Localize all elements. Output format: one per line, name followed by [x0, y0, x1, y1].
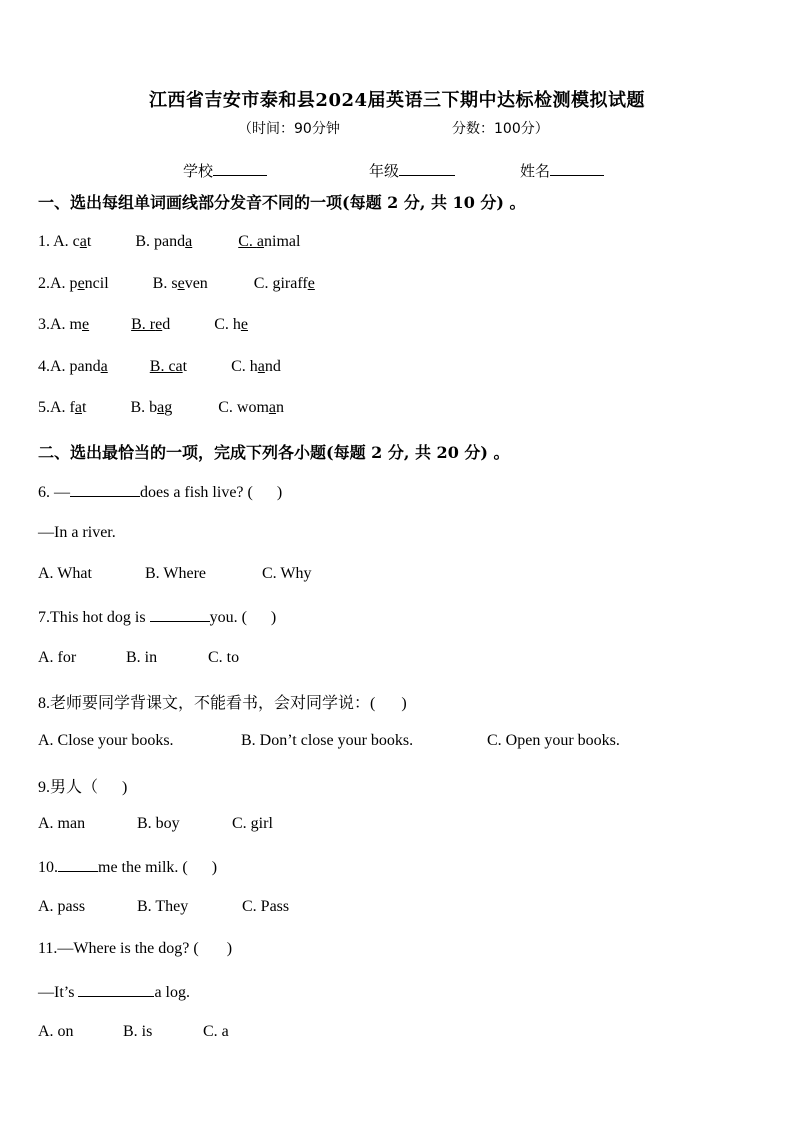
q7-option-b: B. in: [126, 649, 158, 666]
q2-option-c: C. giraffe: [253, 275, 315, 292]
q10-option-a: A. pass: [38, 898, 86, 915]
q11-option-b: B. is: [123, 1023, 153, 1040]
q3-option-a: A. me: [50, 316, 90, 333]
q8-option-a: A. Close your books.: [38, 732, 174, 749]
q8-option-b: B. Don’t close your books.: [241, 732, 414, 749]
q3-number: 3.: [38, 316, 50, 333]
question-7: 7.This hot dog is you. ( ): [38, 609, 277, 626]
q6-option-a: A. What: [38, 565, 92, 582]
q4-option-c: C. hand: [231, 358, 281, 375]
q9-option-b: B. boy: [137, 815, 180, 832]
q6-options: [38, 565, 311, 583]
q9-option-c: C. girl: [232, 815, 273, 832]
q11-option-a: A. on: [38, 1023, 74, 1040]
q4-number: 4.: [38, 358, 50, 375]
q5-option-c: C. woman: [218, 399, 285, 416]
q6-option-c: C. Why: [262, 565, 312, 582]
q7-option-a: A. for: [38, 649, 77, 666]
school-blank: [213, 161, 267, 176]
q10-options: [38, 898, 289, 916]
grade-blank: [399, 161, 455, 176]
question-3: [38, 316, 248, 334]
time-info: （时间：90分钟: [238, 121, 340, 137]
q1-option-c: C.: [238, 233, 257, 250]
q4-option-b: B. cat: [149, 358, 188, 375]
q2-number: 2.: [38, 275, 50, 292]
q1-option-c-word: animal: [256, 233, 301, 250]
q6-answer: —In a river.: [38, 524, 116, 541]
question-4: [38, 358, 281, 376]
q7-options: [38, 649, 239, 667]
section1-heading: 一、选出每组单词画线部分发音不同的一项(每题 2 分, 共 10 分) 。: [38, 193, 526, 212]
question-11: 11.—Where is the dog? ( ): [38, 940, 233, 957]
q11-option-c: C. a: [203, 1023, 229, 1040]
question-6: 6. — does a fish live? ( ): [38, 484, 283, 501]
q5-option-b: B. bag: [130, 399, 173, 416]
q10-option-b: B. They: [137, 898, 189, 915]
q10-blank: [58, 857, 98, 872]
q3-option-c: C. he: [214, 316, 248, 333]
question-10: 10. me the milk. ( ): [38, 859, 218, 876]
grade-field: [369, 160, 455, 181]
score-info: 分数：100分）: [452, 121, 549, 137]
q9-option-a: A. man: [38, 815, 86, 832]
q11-options: [38, 1023, 229, 1041]
question-2: [38, 275, 315, 293]
q3-option-b: B. red: [131, 316, 171, 333]
question-5: [38, 399, 284, 417]
name-field: [520, 160, 604, 181]
q1-number: 1.: [38, 233, 54, 250]
grade-label: 年级: [369, 162, 400, 180]
q8-options: [38, 732, 620, 750]
q6-option-b: B. Where: [145, 565, 207, 582]
q1-option-a: A. cat: [53, 233, 92, 250]
question-1: [38, 233, 300, 251]
q6-blank: [70, 482, 140, 497]
name-label: 姓名: [520, 162, 551, 180]
q11-blank: [78, 982, 154, 997]
q4-option-a: A. panda: [50, 358, 108, 375]
q7-blank: [150, 607, 210, 622]
question-8: 8.老师要同学背课文，不能看书，会对同学说：( ): [38, 695, 407, 712]
q11-answer: —It’s a log.: [38, 984, 190, 1001]
page-title: 江西省吉安市泰和县2024届英语三下期中达标检测模拟试题: [148, 90, 646, 111]
question-9: 9.男人（ ): [38, 779, 128, 796]
q5-option-a: A. fat: [50, 399, 87, 416]
q2-option-b: B. seven: [152, 275, 208, 292]
q7-option-c: C. to: [208, 649, 240, 666]
q10-option-c: C. Pass: [242, 898, 290, 915]
name-blank: [550, 161, 604, 176]
q8-option-c: C. Open your books.: [487, 732, 620, 749]
section2-heading: 二、选出最恰当的一项，完成下列各小题(每题 2 分, 共 20 分) 。: [38, 443, 510, 462]
q2-option-a: A. pencil: [50, 275, 109, 292]
school-field: [183, 160, 267, 181]
q5-number: 5.: [38, 399, 50, 416]
q1-option-b: B. panda: [135, 233, 193, 250]
school-label: 学校: [183, 162, 214, 180]
q9-options: [38, 815, 273, 833]
